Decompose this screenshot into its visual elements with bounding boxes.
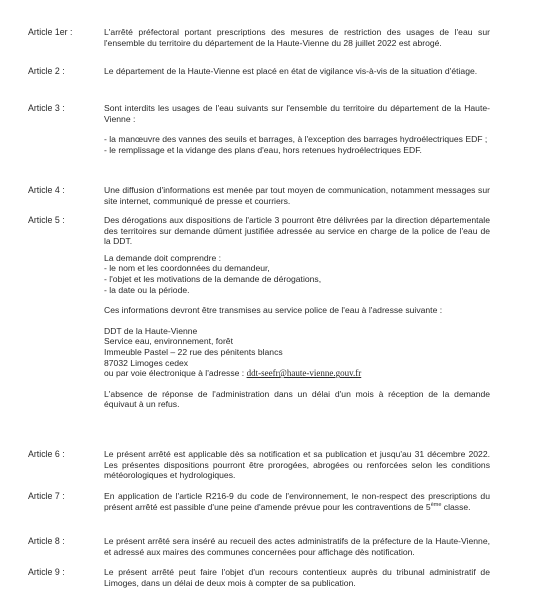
article-7-text-after: classe. xyxy=(441,501,471,512)
address-line-4: 87032 Limoges cedex xyxy=(104,357,189,368)
article-5-address xyxy=(104,326,490,379)
article-4-label: Article 4 : xyxy=(28,185,65,195)
article-1-text: L'arrêté préfectoral portant prescriptions des mesures de restriction des usages de l'eau sur l'ensemble du territoire du département de la Haute-Vienne du 28 juillet 2022 est abrogé. xyxy=(104,27,490,48)
address-line-3: Immeuble Pastel – 22 rue des pénitents blancs xyxy=(104,346,283,357)
article-8-label: Article 8 : xyxy=(28,536,65,546)
email-prefix: ou par voie électronique à l'adresse : xyxy=(104,368,247,379)
article-5-text: Des dérogations aux dispositions de l'article 3 pourront être délivrées par la direction départementale des territoires sur demande dûment justifiée adressée au service en charge de la police de l'eau de la DDT. xyxy=(104,215,490,247)
article-9-label: Article 9 : xyxy=(28,567,65,577)
article-3-intro: Sont interdits les usages de l'eau suivants sur l'ensemble du territoire du département de la Haute-Vienne : xyxy=(104,103,490,124)
email-link[interactable]: ddt-seefr@haute-vienne.gouv.fr xyxy=(246,368,362,379)
article-7-sup: ème xyxy=(430,501,442,508)
article-5-demand-item-1: - le nom et les coordonnées du demandeur, xyxy=(104,263,270,274)
address-line-1: DDT de la Haute-Vienne xyxy=(104,325,198,336)
article-6-label: Article 6 : xyxy=(28,449,65,459)
article-5-demand-intro: La demande doit comprendre : xyxy=(104,252,222,263)
article-4-text: Une diffusion d'informations est menée par tout moyen de communication, notamment messages sur site internet, communiqué de presse et courriers. xyxy=(104,185,490,206)
article-5-silence: L'absence de réponse de l'administration dans un délai d'un mois à réception de la demande équivaut à un refus. xyxy=(104,388,490,410)
article-5-label: Article 5 : xyxy=(28,215,65,225)
article-3-label: Article 3 : xyxy=(28,103,65,113)
article-3-content xyxy=(104,103,490,155)
article-8-text: Le présent arrêté sera inséré au recueil des actes administratifs de la préfecture de la Haute-Vienne, et adressé aux maires des communes concernées pour affichage dès notification. xyxy=(104,536,490,557)
article-2-label: Article 2 : xyxy=(28,66,65,76)
article-5-demand-item-3: - la date ou la période. xyxy=(104,284,190,295)
article-3-item-2: - le remplissage et la vidange des plans d'eau, hors retenues hydroélectriques EDF. xyxy=(104,144,422,155)
article-9-text: Le présent arrêté peut faire l'objet d'un recours contentieux auprès du tribunal administratif de Limoges, dans un délai de deux mois à compter de sa publication. xyxy=(104,567,490,588)
article-2-text: Le département de la Haute-Vienne est placé en état de vigilance vis-à-vis de la situation d'étiage. xyxy=(104,66,478,76)
article-3-item-1: - la manœuvre des vannes des seuils et barrages, à l'exception des barrages hydroélectriques EDF ; xyxy=(104,134,488,145)
article-5-transmit: Ces informations devront être transmises au service police de l'eau à l'adresse suivante : xyxy=(104,305,443,316)
article-7-text-before: En application de l'article R216-9 du code de l'environnement, le non-respect des prescriptions du présent arrêté est passible d'une peine d'amende prévue pour les contraventions de 5 xyxy=(104,491,490,512)
article-7-label: Article 7 : xyxy=(28,491,65,501)
article-1-label: Article 1er : xyxy=(28,27,73,37)
article-5-content xyxy=(104,215,490,410)
address-email-line xyxy=(104,368,490,379)
address-line-2: Service eau, environnement, forêt xyxy=(104,336,233,347)
article-6-text: Le présent arrêté est applicable dès sa notification et sa publication et jusqu'au 31 décembre 2022. Les présentes dispositions pourront être prorogées, abrogées ou renforcées selon les conditions météorologiques et hydrologiques. xyxy=(104,449,490,481)
article-5-demand-item-2: - l'objet et les motivations de la demande de dérogations, xyxy=(104,273,322,284)
article-7-content xyxy=(104,491,490,512)
